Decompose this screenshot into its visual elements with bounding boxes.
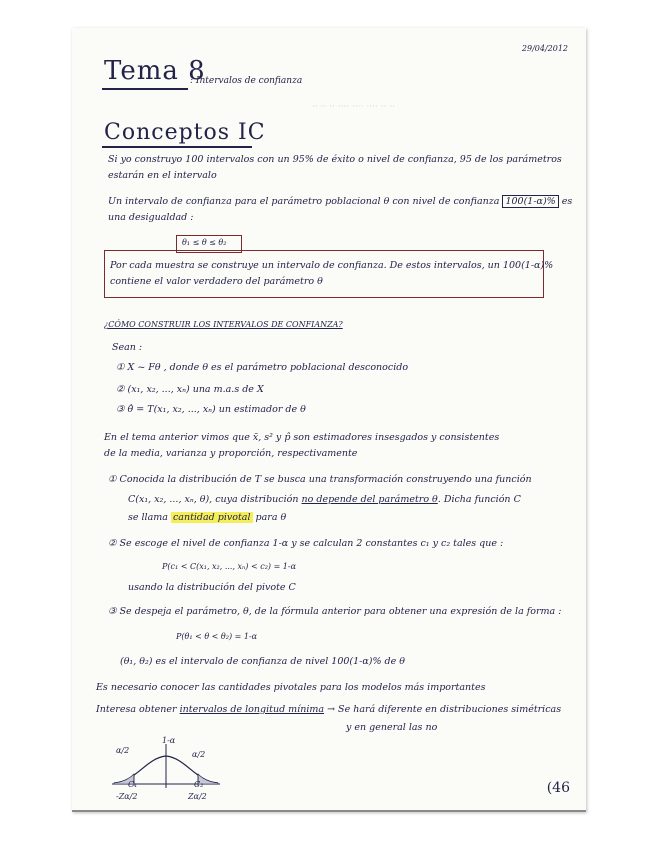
- sketch-label: α/2: [116, 746, 130, 755]
- sean-label: Sean :: [112, 342, 143, 353]
- list-item: ② (x₁, x₂, ..., xₙ) una m.a.s de X: [116, 384, 264, 395]
- sketch-label: α/2: [192, 750, 206, 759]
- section-title: Conceptos IC: [104, 120, 266, 145]
- key-idea-box: [104, 250, 544, 298]
- sketch-label: C₁: [128, 780, 138, 789]
- definition-text: Un intervalo de confianza para el parámetro poblacional θ con nivel de confianza: [108, 196, 500, 207]
- note-line: En el tema anterior vimos que x̄, s² y p̂ son estimadores insesgados y consistentes: [104, 432, 500, 443]
- sketch-label: 1-α: [162, 736, 176, 745]
- key-idea-line: Por cada muestra se construye un intervalo de confianza. De estos intervalos, un 100(1-α)%: [110, 260, 554, 271]
- note-line: estarán en el intervalo: [108, 170, 217, 181]
- list-item: ① X ~ Fθ , donde θ es el parámetro poblacional desconocido: [116, 362, 409, 373]
- title-underline: [102, 88, 188, 90]
- list-item: ③ θ̂ = T(x₁, x₂, ..., xₙ) un estimador de θ: [116, 404, 306, 415]
- note-line: [108, 196, 572, 207]
- section-underline: [102, 146, 252, 148]
- step-1: ① Conocida la distribución de T se busca una transformación construyendo una función: [108, 474, 532, 485]
- step-1-line: se llama cantidad pivotal para θ: [128, 512, 287, 523]
- topic-subtitle: : Intervalos de confianza: [190, 76, 303, 86]
- note-line: de la media, varianza y proporción, respectivamente: [104, 448, 358, 459]
- note-line: una desigualdad :: [108, 212, 194, 223]
- sketch-label: Zα/2: [188, 792, 207, 801]
- note-line: Interesa obtener intervalos de longitud mínima → Se hará diferente en distribuciones simétricas: [96, 704, 562, 715]
- topic-title: Tema 8: [104, 56, 206, 86]
- interval-formula: θ₁ ≤ θ ≤ θ₂: [182, 238, 227, 247]
- question-heading: ¿CÓMO CONSTRUIR LOS INTERVALOS DE CONFIANZA?: [104, 320, 343, 329]
- step-3-formula: P(θ₁ < θ < θ₂) = 1-α: [176, 632, 258, 641]
- notebook-page: [72, 28, 586, 812]
- key-idea-line: contiene el valor verdadero del parámetro θ: [110, 276, 323, 287]
- step-2-formula: P(c₁ < C(x₁, x₂, ..., xₙ) < c₂) = 1-α: [162, 562, 297, 571]
- bleed-through-text: ·· ·· ·· ···· ···· ···· ·· ··: [312, 102, 395, 112]
- step-3: ③ Se despeja el parámetro, θ, de la fórmula anterior para obtener una expresión de la forma :: [108, 606, 562, 617]
- highlighted-term: cantidad pivotal: [172, 512, 251, 523]
- page-date: 29/04/2012: [521, 44, 568, 53]
- underlined-phrase: no depende del parámetro θ: [301, 494, 438, 505]
- sketch-label: C₂: [194, 780, 204, 789]
- note-line: y en general las no: [346, 722, 438, 733]
- step-2: ② Se escoge el nivel de confianza 1-α y se calculan 2 constantes c₁ y c₂ tales que :: [108, 538, 504, 549]
- underlined-phrase: intervalos de longitud mínima: [179, 704, 325, 715]
- confidence-level-box: 100(1-α)%: [502, 195, 558, 208]
- step-3-line: (θ₁, θ₂) es el intervalo de confianza de nivel 100(1-α)% de θ: [120, 656, 405, 667]
- step-2-line: usando la distribución del pivote C: [128, 582, 296, 593]
- page-number: (46: [546, 780, 570, 796]
- note-line: Es necesario conocer las cantidades pivotales para los modelos más importantes: [96, 682, 486, 693]
- note-line: Si yo construyo 100 intervalos con un 95% de éxito o nivel de confianza, 95 de los parámetros: [108, 154, 562, 165]
- definition-end: es: [561, 196, 573, 207]
- sketch-label: -Zα/2: [116, 792, 138, 801]
- step-1-line: C(x₁, x₂, ..., xₙ, θ), cuya distribución no depende del parámetro θ. Dicha función C: [128, 494, 521, 505]
